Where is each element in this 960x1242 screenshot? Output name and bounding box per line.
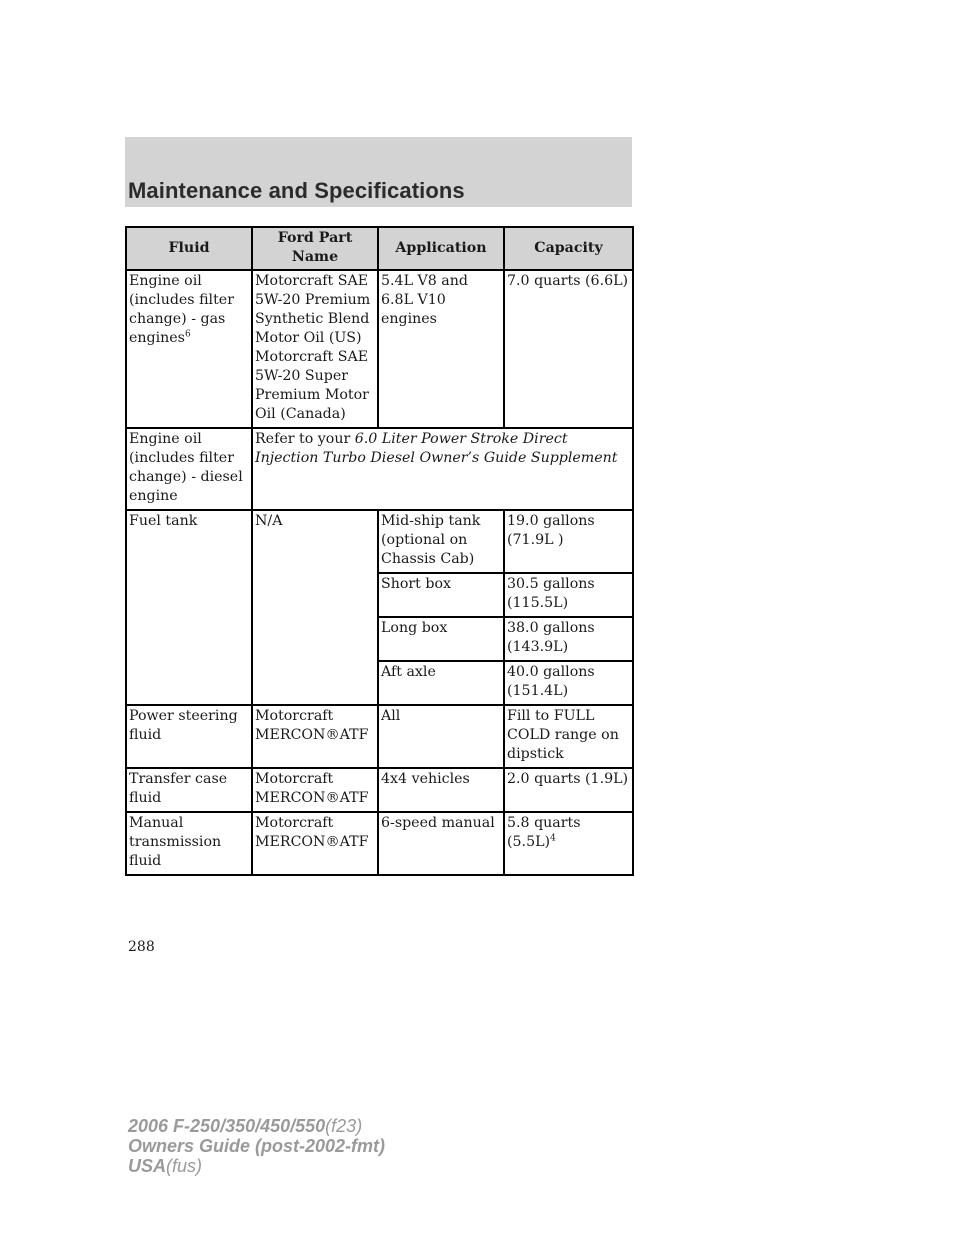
footer-model-code: (f23) xyxy=(325,1116,363,1136)
fluid-capacity-table xyxy=(125,226,634,876)
cell-application: Short box xyxy=(378,573,504,617)
footer-market: USA xyxy=(128,1156,167,1176)
cell-capacity: 19.0 gallons (71.9L ) xyxy=(504,510,633,573)
cell-part xyxy=(252,270,378,428)
cell-application: Mid-ship tank (optional on Chassis Cab) xyxy=(378,510,504,573)
footer-line-market xyxy=(128,1156,385,1176)
cell-application: Aft axle xyxy=(378,661,504,705)
fluid-text: Engine oil (includes filter change) - gas engines xyxy=(129,273,234,346)
cell-capacity: Fill to FULL COLD range on dipstick xyxy=(504,705,633,768)
cell-application: All xyxy=(378,705,504,768)
document-footer xyxy=(128,1116,385,1176)
cell-refer xyxy=(252,428,633,510)
header-application: Application xyxy=(378,227,504,270)
table-row-engine-oil-gas xyxy=(126,270,633,428)
cell-fluid: Fuel tank xyxy=(126,510,252,705)
cell-application: 5.4L V8 and 6.8L V10 engines xyxy=(378,270,504,428)
supplement-title: 6.0 Liter Power Stroke Direct Injection Turbo Diesel Owner’s Guide Supplement xyxy=(255,431,618,466)
capacity-text: 5.8 quarts (5.5L) xyxy=(507,815,581,850)
table-row-transfer-case xyxy=(126,768,633,812)
part-us: Motorcraft SAE 5W-20 Premium Synthetic Blend Motor Oil (US) xyxy=(255,273,371,346)
footer-line-guide xyxy=(128,1136,385,1156)
header-fluid: Fluid xyxy=(126,227,252,270)
header-capacity: Capacity xyxy=(504,227,633,270)
cell-part: Motorcraft MERCON®ATF xyxy=(252,768,378,812)
footer-guide: Owners Guide (post-2002-fmt) xyxy=(128,1136,386,1156)
cell-capacity: 38.0 gallons (143.9L) xyxy=(504,617,633,661)
part-canada: Motorcraft SAE 5W-20 Super Premium Motor Oil (Canada) xyxy=(255,349,369,422)
cell-fluid: Power steering fluid xyxy=(126,705,252,768)
cell-application: 4x4 vehicles xyxy=(378,768,504,812)
cell-part: Motorcraft MERCON®ATF xyxy=(252,812,378,875)
refer-prefix: Refer to your xyxy=(255,431,355,447)
table-row-power-steering xyxy=(126,705,633,768)
table-row-manual-transmission xyxy=(126,812,633,875)
cell-application: 6-speed manual xyxy=(378,812,504,875)
cell-capacity: 2.0 quarts (1.9L) xyxy=(504,768,633,812)
cell-application: Long box xyxy=(378,617,504,661)
page-number: 288 xyxy=(128,939,155,955)
cell-part: Motorcraft MERCON®ATF xyxy=(252,705,378,768)
section-title: Maintenance and Specifications xyxy=(128,178,465,203)
table-row-fuel-tank xyxy=(126,510,633,573)
cell-fluid: Transfer case fluid xyxy=(126,768,252,812)
cell-part: N/A xyxy=(252,510,378,705)
cell-capacity: 7.0 quarts (6.6L) xyxy=(504,270,633,428)
cell-fluid: Engine oil (includes filter change) - diesel engine xyxy=(126,428,252,510)
cell-fluid: Manual transmission fluid xyxy=(126,812,252,875)
table-row-engine-oil-diesel xyxy=(126,428,633,510)
footer-market-code: (fus) xyxy=(166,1156,203,1176)
header-ford-part-name: Ford Part Name xyxy=(252,227,378,270)
cell-fluid xyxy=(126,270,252,428)
cell-capacity xyxy=(504,812,633,875)
cell-capacity: 40.0 gallons (151.4L) xyxy=(504,661,633,705)
cell-capacity: 30.5 gallons (115.5L) xyxy=(504,573,633,617)
table-header-row xyxy=(126,227,633,270)
footnote-ref: 4 xyxy=(550,833,556,844)
footer-line-model xyxy=(128,1116,385,1136)
footer-model: 2006 F-250/350/450/550 xyxy=(128,1116,326,1136)
footnote-ref: 6 xyxy=(184,329,191,340)
